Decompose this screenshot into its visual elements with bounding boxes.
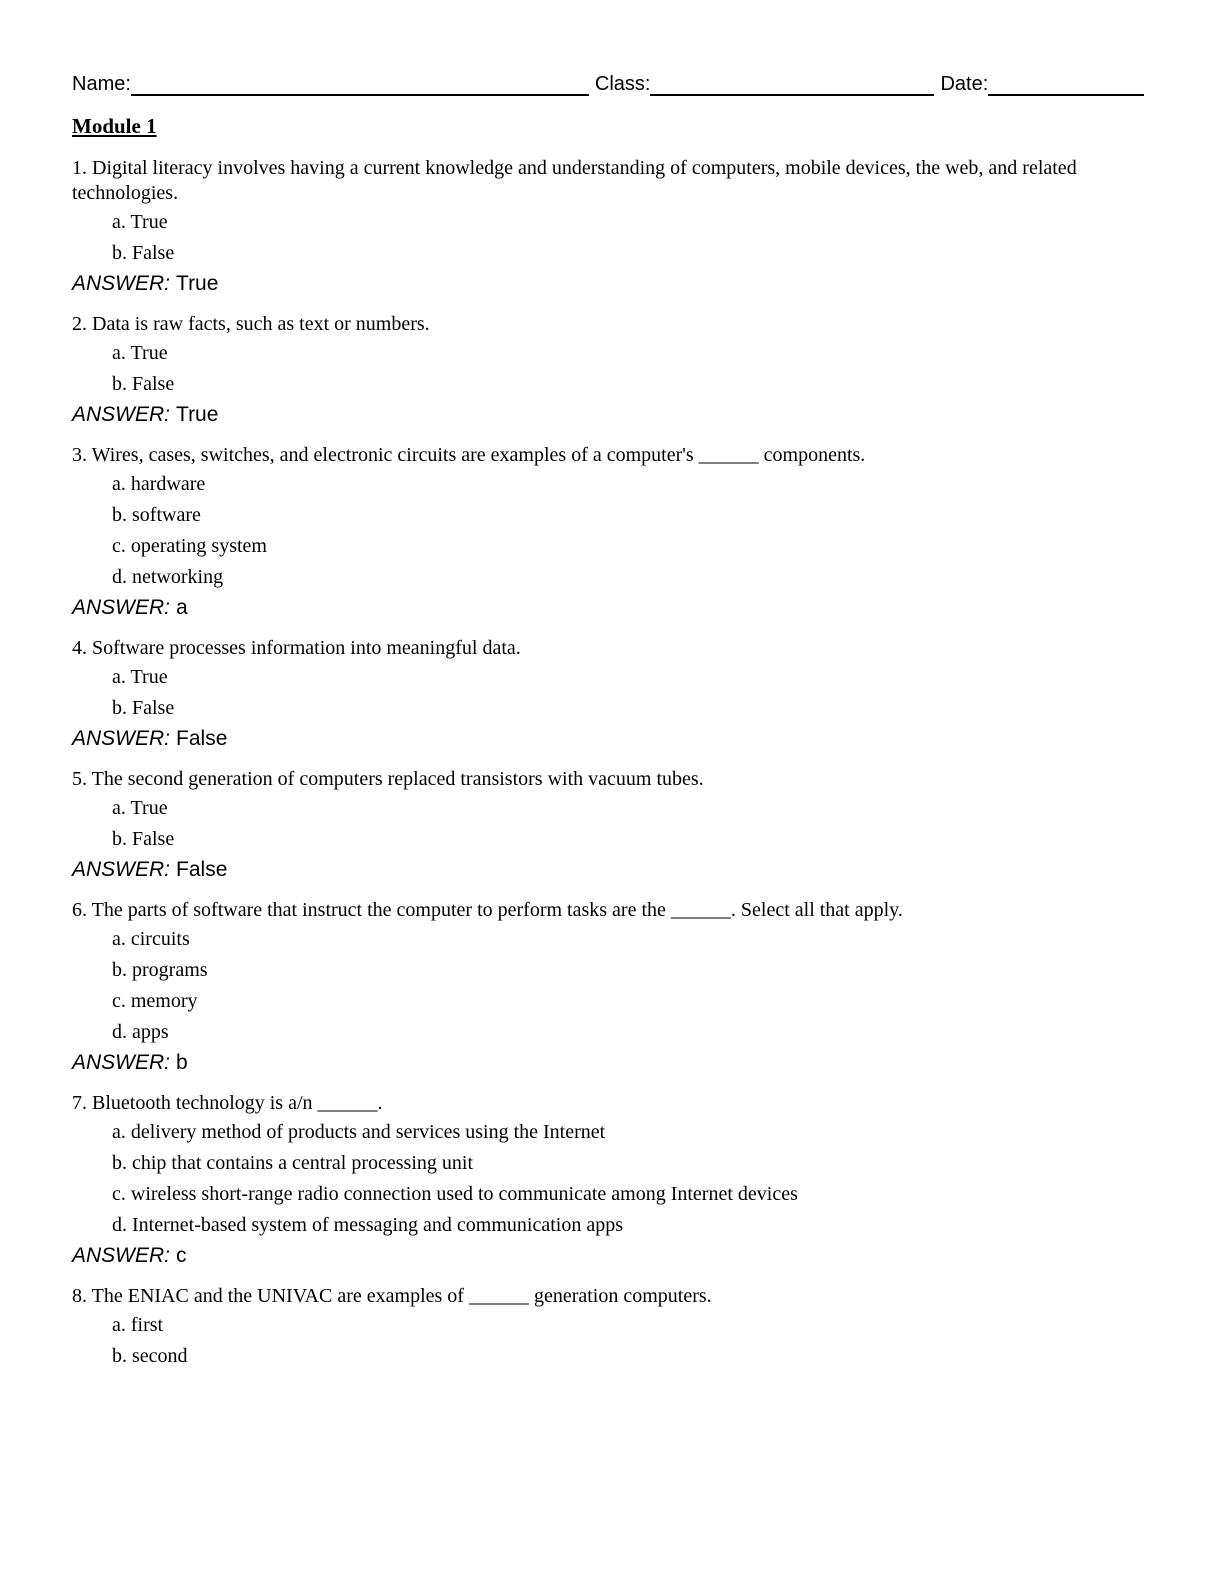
answer-key [72,269,1152,299]
answer-value: False [176,858,228,881]
date-field[interactable] [988,74,1144,96]
answer-value: b [176,1051,188,1074]
class-field[interactable] [650,74,934,96]
question-text: 4. Software processes information into meaningful data. [72,637,521,659]
answer-key [72,1048,1152,1078]
class-label: Class: [594,73,651,95]
answer-option: b. False [112,697,175,719]
answer-option: a. True [112,797,168,819]
answer-value: True [176,403,219,426]
question-text: 2. Data is raw facts, such as text or numbers. [72,313,430,335]
question-block [72,1091,1152,1271]
date-label: Date: [940,73,989,95]
answer-option: d. apps [112,1021,169,1043]
answer-option: b. False [112,242,175,264]
module-title: Module 1 [72,114,157,138]
name-field[interactable] [131,74,589,96]
answer-options [112,469,1152,593]
answer-option: a. circuits [112,928,190,950]
answer-options [112,338,1152,400]
answer-label: ANSWER: [72,1244,171,1267]
answer-label: ANSWER: [72,596,171,619]
student-info-header [72,70,1152,96]
answer-option: c. wireless short-range radio connection used to communicate among Internet devices [112,1183,798,1205]
answer-option: b. software [112,504,201,526]
answer-key [72,400,1152,430]
question-block [72,898,1152,1078]
question-block [72,767,1152,885]
answer-value: a [176,596,188,619]
question-block [72,443,1152,623]
answer-option: b. chip that contains a central processing unit [112,1152,474,1174]
answer-option: c. operating system [112,535,267,557]
question-text: 6. The parts of software that instruct the computer to perform tasks are the ______. Select all that apply. [72,899,903,921]
answer-options [112,207,1152,269]
answer-option: a. delivery method of products and services using the Internet [112,1121,606,1143]
answer-option: c. memory [112,990,198,1012]
answer-key [72,593,1152,623]
answer-options [112,1117,1152,1241]
answer-option: a. hardware [112,473,206,495]
answer-label: ANSWER: [72,403,171,426]
answer-option: a. first [112,1314,164,1336]
name-label: Name: [72,73,131,95]
answer-value: c [176,1244,187,1267]
answer-label: ANSWER: [72,1051,171,1074]
answer-key [72,1241,1152,1271]
question-block [72,1284,1152,1372]
question-text: 7. Bluetooth technology is a/n ______. [72,1092,383,1114]
question-text: 5. The second generation of computers replaced transistors with vacuum tubes. [72,768,704,790]
question-block [72,312,1152,430]
answer-option: d. Internet-based system of messaging and communication apps [112,1214,623,1236]
question-block [72,636,1152,754]
answer-label: ANSWER: [72,272,171,295]
answer-option: b. second [112,1345,188,1367]
answer-option: b. programs [112,959,208,981]
answer-options [112,924,1152,1048]
answer-key [72,855,1152,885]
answer-option: b. False [112,828,175,850]
answer-value: True [176,272,219,295]
answer-option: d. networking [112,566,224,588]
answer-options [112,793,1152,855]
answer-options [112,662,1152,724]
question-list [72,156,1152,1372]
answer-option: a. True [112,666,168,688]
answer-option: a. True [112,342,168,364]
question-block [72,156,1152,299]
question-text: 3. Wires, cases, switches, and electronic circuits are examples of a computer's ______ components. [72,444,866,466]
worksheet-page [72,70,1152,1372]
question-text: 1. Digital literacy involves having a current knowledge and understanding of computers, mobile devices, the web, and related technologies. [72,157,1077,204]
answer-key [72,724,1152,754]
answer-option: b. False [112,373,175,395]
question-text: 8. The ENIAC and the UNIVAC are examples of ______ generation computers. [72,1285,712,1307]
answer-label: ANSWER: [72,727,171,750]
answer-value: False [176,727,228,750]
answer-options [112,1310,1152,1372]
answer-option: a. True [112,211,168,233]
answer-label: ANSWER: [72,858,171,881]
